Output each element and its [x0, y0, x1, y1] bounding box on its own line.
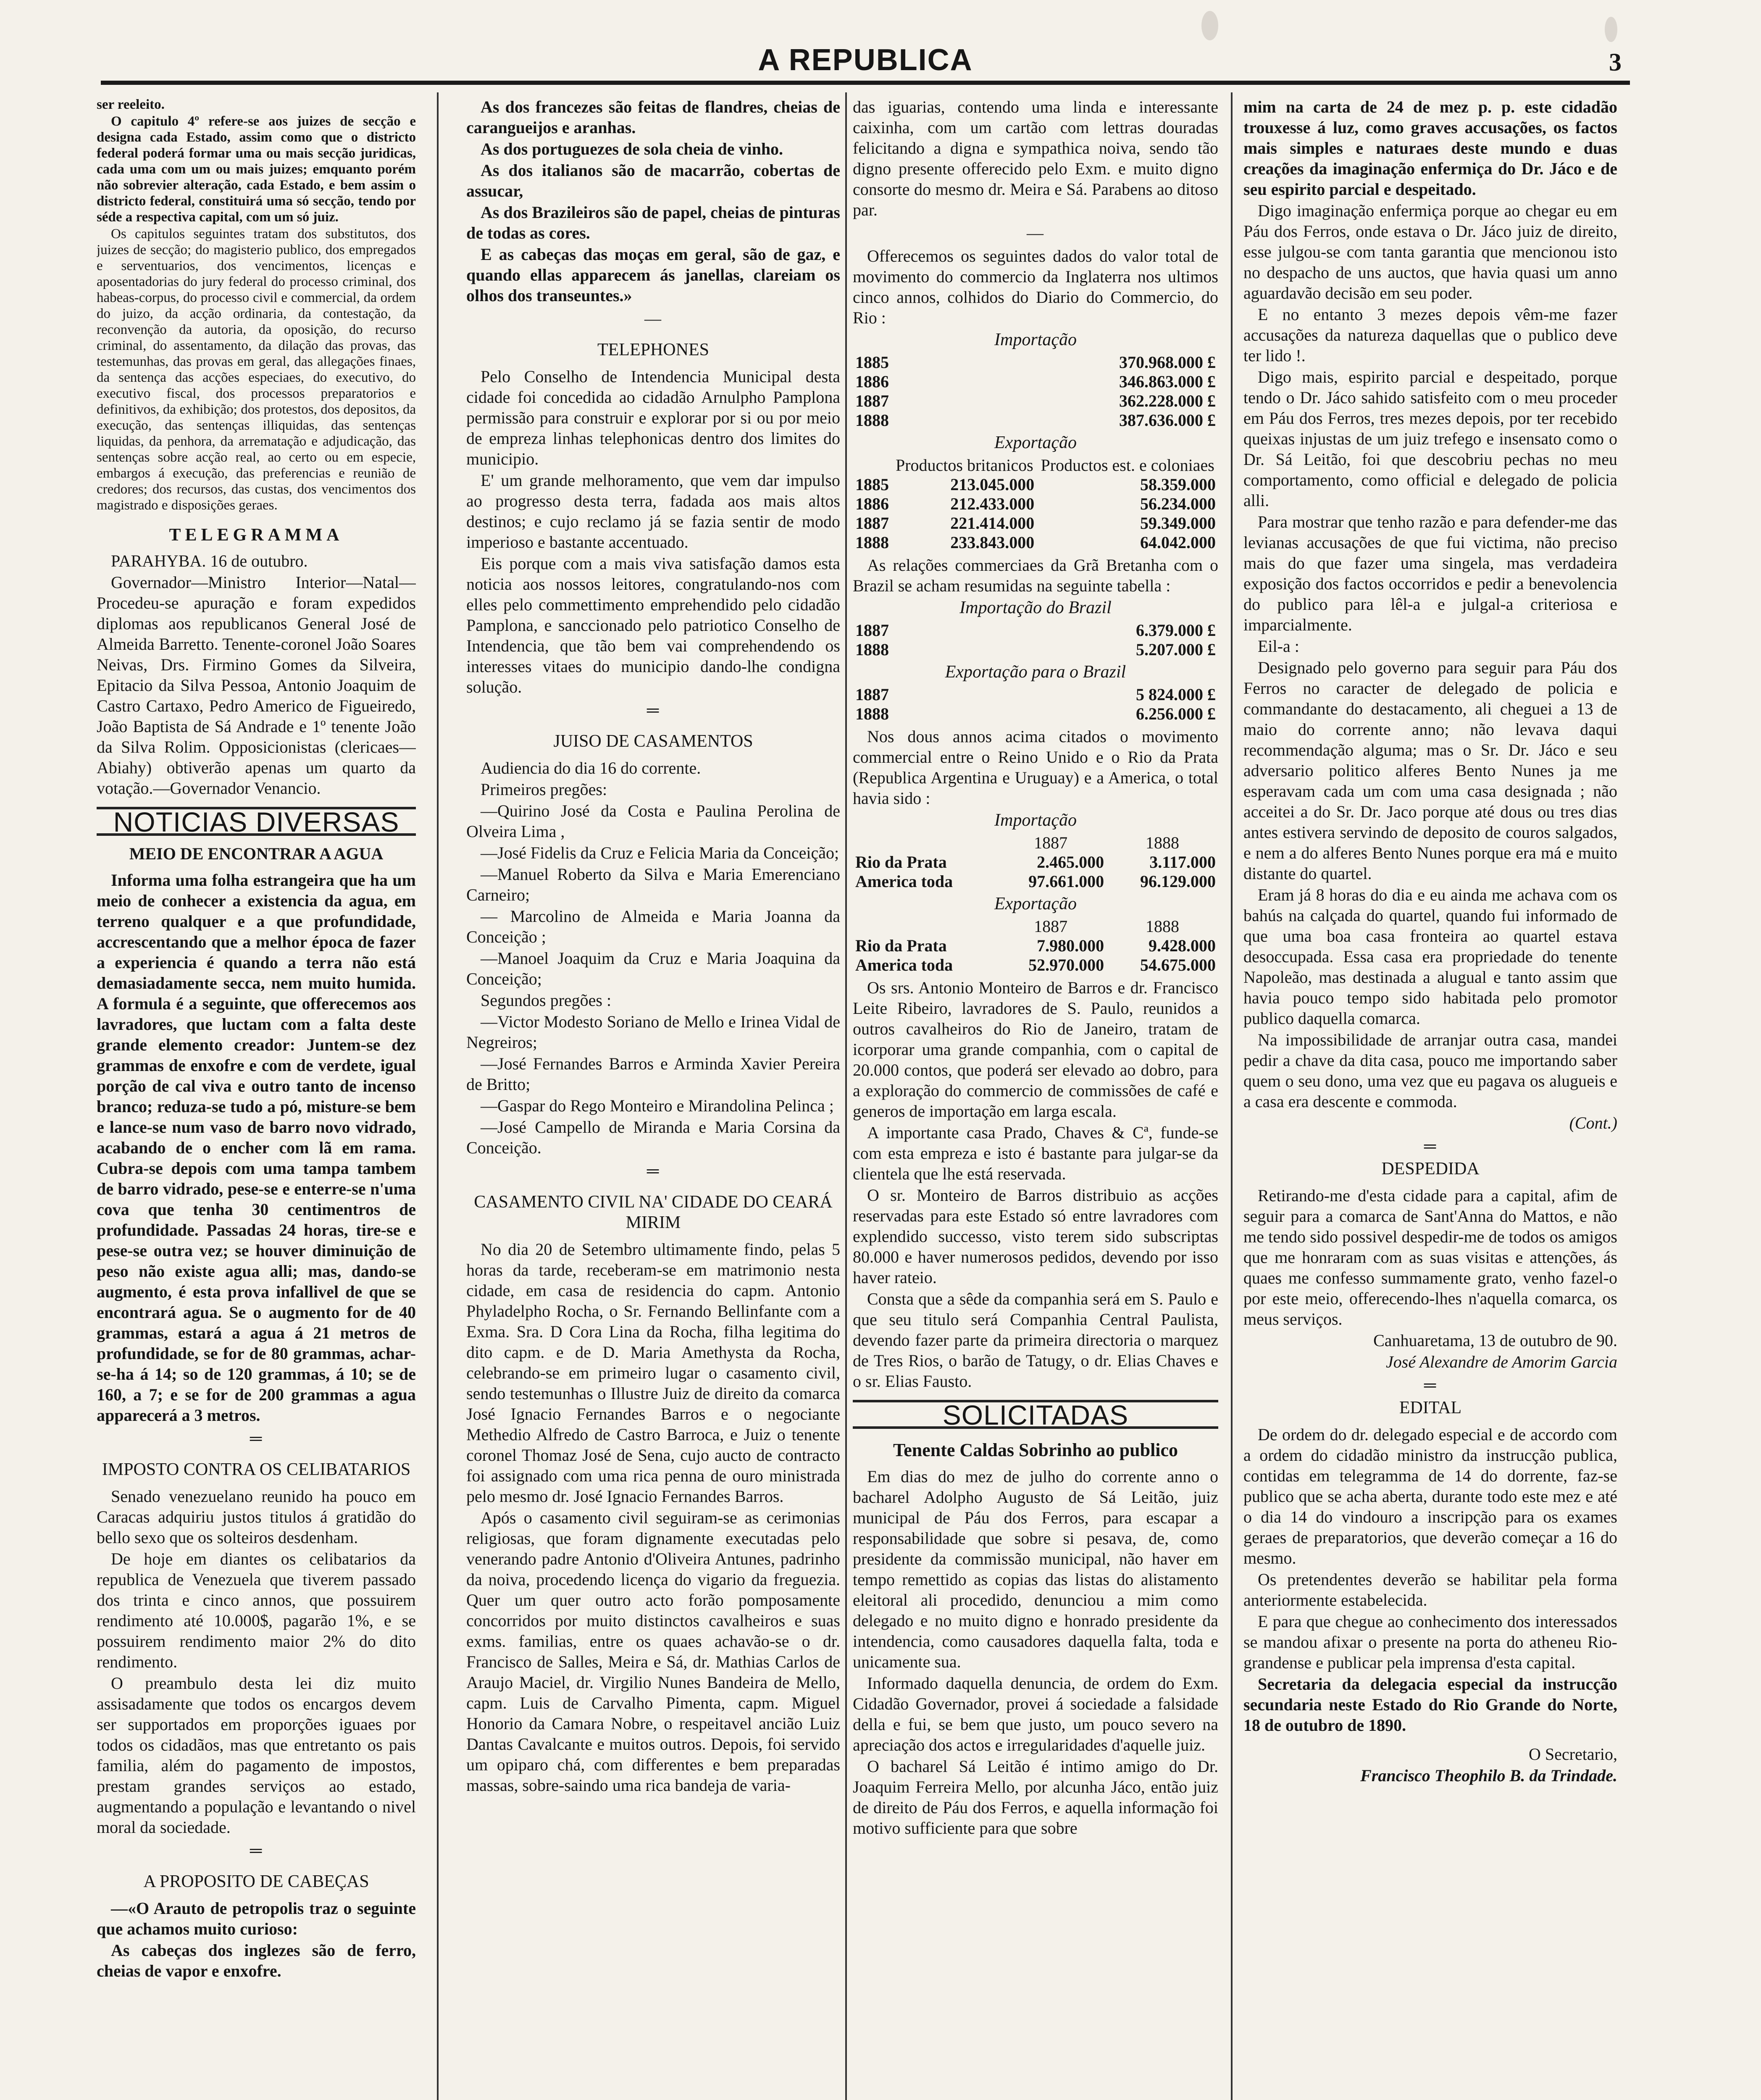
- table-row: [853, 872, 1218, 891]
- value-cell: 212.433.000: [950, 494, 1035, 513]
- prata-import-label: Importação: [994, 811, 1077, 830]
- year-header: 1888: [1146, 833, 1180, 852]
- value-cell: 370.968.000 £: [1119, 353, 1216, 372]
- export-brazil-table: [853, 685, 1218, 724]
- separator: ═: [250, 1429, 263, 1448]
- value-cell: 97.661.000: [1028, 872, 1104, 891]
- paragraph: O capitulo 4º refere-se aos juizes de secção e designa cada Estado, assim como que o districto federal poderá formar uma ou mais secção juridicas, cada uma com um ou mais juizes; emquanto porém não sobrevier alteração, cada Estado, e bem assim o districto federal, constituirá uma só secção, tendo por séde a respectiva capital, com um só juiz.: [97, 114, 416, 225]
- value-cell: 7.980.000: [1037, 936, 1104, 955]
- separator: ═: [647, 701, 660, 719]
- year-cell: 1887: [855, 621, 889, 640]
- paragraph: Digo mais, espirito parcial e despeitado, porque tendo o Dr. Jáco sahido satisfeito com o meu proceder em Páu dos Ferros, tres mezes depois, por ter recebido queixas injustas de um juiz trefego e insensato como o Dr. Sá Leitão, foi que descobriu pechas no meu comportamento, como official e delegado de policia alli.: [1243, 368, 1617, 510]
- paragraph: Designado pelo governo para seguir para Páu dos Ferros no caracter de delegado de policia e commandante do destacamento, ali cheguei a 13 de maio do corrente anno; não levava daqui recommendação alguma; mas o Sr. Dr. Jáco e seu adversario politico alferes Bento Nunes ja me esperavam cada um com uma casa designada ; não acceitei a do Sr. Dr. Jaco porque até dous ou tres dias antes estivera servindo de deposito de couros salgados, e nem a do alferes Bento Nunes porque era má e muito distante do quartel.: [1243, 658, 1617, 883]
- value-cell: 346.863.000 £: [1119, 372, 1216, 391]
- import-brazil-table: [853, 621, 1218, 659]
- agua-heading: MEIO DE ENCONTRAR A AGUA: [129, 844, 384, 863]
- paragraph: As dos Brazileiros são de papel, cheias de pinturas de todas as cores.: [466, 203, 840, 242]
- separator: ═: [1424, 1376, 1437, 1394]
- separator: —: [644, 309, 662, 328]
- table-row: [853, 956, 1218, 975]
- paragraph: Secretaria da delegacia especial da instrucção secundaria neste Estado do Rio Grande do Norte, 18 de outubro de 1890.: [1243, 1675, 1617, 1735]
- paragraph: Retirando-me d'esta cidade para a capital, afim de seguir para a comarca de Sant'Anna do Mattos, e não me tendo sido possivel despedir-me de todos os amigos que me honraram com as suas visitas e attenções, ás quaes me confesso summamente grato, venho fazel-o por este meio, offerecendo-lhes n'aquella comarca, os meus serviços.: [1243, 1186, 1617, 1328]
- paragraph: Na impossibilidade de arranjar outra casa, mandei pedir a chave da dita casa, pouco me importando saber quem o seu dono, uma vez que eu pagava os alugueis e a casa era descente e commoda.: [1243, 1030, 1617, 1111]
- tenente-heading: Tenente Caldas Sobrinho ao publico: [893, 1440, 1178, 1460]
- value-cell: 5.207.000 £: [1136, 640, 1216, 659]
- table-row: [853, 475, 1218, 494]
- solicitadas-heading: SOLICITADAS: [853, 1400, 1218, 1429]
- prata-import-table: [853, 833, 1218, 891]
- ink-blot: [1605, 17, 1617, 42]
- paragraph: Os pretendentes deverão se habilitar pela forma anteriormente estabelecida.: [1243, 1570, 1617, 1609]
- value-cell: 3.117.000: [1149, 853, 1216, 872]
- exportacao-label: Exportação: [994, 433, 1077, 452]
- value-cell: 387.636.000 £: [1119, 411, 1216, 430]
- paragraph: Eram já 8 horas do dia e eu ainda me achava com os bahús na calçada do quartel, quando fui informado de que uma boa casa fronteira ao quartel estava desoccupada. Essa casa era propriedade do tenente Napoleão, mas destinada a alugual e tanto assim que havia pouco tempo sido habitada pelo promotor publico daquella comarca.: [1243, 885, 1617, 1028]
- value-cell: 96.129.000: [1140, 872, 1216, 891]
- separator: ═: [250, 1841, 263, 1860]
- export-brazil-label: Exportação para o Brazil: [945, 662, 1126, 682]
- export-column-header: Productos britanicos: [895, 456, 1033, 475]
- signature: Francisco Theophilo B. da Trindade.: [1360, 1766, 1617, 1785]
- table-row: [853, 936, 1218, 956]
- despedida-heading: DESPEDIDA: [1381, 1159, 1480, 1179]
- paragraph: O sr. Monteiro de Barros distribuio as acções reservadas para este Estado só entre lavradores com explendido successo, visto terem sido subscriptas 80.000 e haver numerosos pedidos, devendo por isso haver rateio.: [853, 1186, 1218, 1287]
- value-cell: 9.428.000: [1149, 936, 1216, 955]
- paragraph: As dos portuguezes de sola cheia de vinho.: [481, 139, 783, 158]
- value-cell: 5 824.000 £: [1136, 685, 1216, 704]
- paragraph: Informado daquella denuncia, de ordem do Exm. Cidadão Governador, provei á sociedade a falsidade della e fui, se bem que justo, um pouco severo na apreciação dos actos e irregularidades d'aquelle juiz.: [853, 1674, 1218, 1754]
- paragraph: —«O Arauto de petropolis traz o seguinte que achamos muito curioso:: [97, 1899, 416, 1938]
- paragraph: As dos italianos são de macarrão, cobertas de assucar,: [466, 161, 840, 200]
- paragraph: As relações commerciaes da Grã Bretanha com o Brazil se acham resumidas na seguinte tabella :: [853, 556, 1218, 595]
- year-cell: 1888: [855, 533, 889, 552]
- value-cell: 59.349.000: [1140, 514, 1216, 533]
- column-4: [1243, 97, 1617, 2100]
- paragraph: Em dias do mez de julho do corrente anno o bacharel Adolpho Augusto de Sá Leitão, juiz municipal de Páu dos Ferros, para escapar a responsabilidade que sobre si pesava, de, como presidente da commissão municipal, não haver em tempo remettido as copias das listas do alistamento eleitoral ali procedido, denunciou a mim como delegado e no muito digno e honrado presidente da intendencia, como causadores daquella falta, toda e unicamente sua.: [853, 1467, 1218, 1671]
- paragraph: De hoje em diantes os celibatarios da republica de Venezuela que tiverem passado dos trinta e cinco annos, que possuirem rendimento até 10.000$, pagarão 1%, e se possuirem rendimento maior 2% do dito rendimento.: [97, 1549, 416, 1671]
- paragraph: Consta que a sêde da companhia será em S. Paulo e que seu titulo será Companhia Central Paulista, devendo fazer parte da primeira directoria o marquez de Tres Rios, o barão de Tatugy, o dr. Elias Chaves e o sr. Elias Fausto.: [853, 1289, 1218, 1391]
- column-1: [97, 97, 416, 2100]
- paragraph: E para que chegue ao conhecimento dos interessados se mandou afixar o presente na porta do atheneu Rio-grandense e publicar pela imprensa d'esta capital.: [1243, 1612, 1617, 1672]
- table-row: [853, 640, 1218, 659]
- page-number: 3: [1609, 48, 1622, 76]
- continuation-note: (Cont.): [1569, 1113, 1617, 1132]
- column-divider: [1231, 92, 1233, 2100]
- table-row: [853, 494, 1218, 514]
- value-cell: 52.970.000: [1028, 956, 1104, 974]
- cabecas-continued: [466, 97, 840, 306]
- year-cell: 1885: [855, 475, 889, 494]
- paragraph: E' um grande melhoramento, que vem dar impulso ao progresso desta terra, fadada aos mais altos destinos; e cujo reclamo já se fazia sentir de modo imperioso e bastante accentuado.: [466, 471, 840, 551]
- table-row: [853, 704, 1218, 724]
- year-header: 1888: [1146, 917, 1180, 936]
- separator: ═: [647, 1161, 660, 1180]
- paragraph: E as cabeças das moças em geral, são de gaz, e quando ellas apparecem ás janellas, clareiam os olhos dos transeuntes.»: [466, 245, 840, 305]
- paragraph: —José Fernandes Barros e Arminda Xavier Pereira de Britto;: [466, 1054, 840, 1094]
- table-row: [853, 533, 1218, 552]
- newspaper-title: A REPUBLICA: [758, 43, 973, 77]
- value-cell: 58.359.000: [1140, 475, 1216, 494]
- table-row: [853, 353, 1218, 372]
- dateline: PARAHYBA. 16 de outubro.: [111, 551, 308, 570]
- dateline: Canhuaretama, 13 de outubro de 90.: [1373, 1331, 1617, 1350]
- year-cell: 1886: [855, 372, 889, 391]
- year-cell: 1885: [855, 353, 889, 372]
- paragraph: As cabeças dos inglezes são de ferro, cheias de vapor e enxofre.: [97, 1941, 416, 1980]
- paragraph: A importante casa Prado, Chaves & Cª, funde-se com esta empreza e isto é bastante para julgar-se da clientela que lhe está reservada.: [853, 1123, 1218, 1183]
- table-row: [853, 621, 1218, 640]
- paragraph: Os capitulos seguintes tratam dos substitutos, dos juizes de secção; do magisterio publico, dos empregados e serventuarios, dos vencimentos, licenças e aposentadorias do jury federal do processo criminal, dos habeas-corpus, do processo civil e commercial, da ordem do juizo, da acção ordinaria, da contestação, da reconvenção da autoria, da oposição, do recurso criminal, do assentamento, da dilação das provas, das testemunhas, das provas em geral, das allegações finaes, da sentença das acções especiaes, do executivo, do executivo fiscal, dos processos preparatorios e definitivos, da exhibição; dos protestos, dos depositos, da execução, das sentenças illiquidas, das sentenças liquidas, da penhora, da arrematação e adjudicação, das sentenças sobre acção real, ao certo ou em especie, embargos á execução, das preferencias e reunião de credores; dos recursos, das custas, dos vencimentos dos magistrado e disposições geraes.: [97, 226, 416, 513]
- region-cell: America toda: [855, 872, 953, 891]
- telegramma-heading: TELEGRAMMA: [169, 525, 344, 545]
- value-cell: 362.228.000 £: [1119, 391, 1216, 410]
- paragraph: Os srs. Antonio Monteiro de Barros e dr. Francisco Leite Ribeiro, lavradores de S. Paulo, reunidos a outros cavalheiros do Rio de Janeiro, tratam de icorporar uma grande companhia, com o capital de 20.000 contos, que poderá ser elevado ao dobro, para a exploração do commercio de commissões de café e generos de importação em larga escala.: [853, 978, 1218, 1121]
- ink-blot: [1201, 11, 1218, 40]
- paragraph: mim na carta de 24 de mez p. p. este cidadão trouxesse á luz, como graves accusações, os factos mais simples e naturaes deste mundo e duas creações da imaginação enfermiça do Dr. Jáco e de seu espirito parcial e despeitado.: [1243, 97, 1617, 199]
- column-divider: [437, 92, 439, 2100]
- paragraph: O preambulo desta lei diz muito assisadamente que todos os encargos devem ser supportados em proporções iguaes por todos os cidadãos, mas que entretanto os pais familia, além do pagamento de impostos, prestam grandes serviços ao estado, augmentando a população e levantando o nivel moral da sociedade.: [97, 1674, 416, 1837]
- table-row: [853, 391, 1218, 411]
- paragraph: Offerecemos os seguintes dados do valor total de movimento do commercio da Inglaterra nos ultimos cinco annos, colhidos do Diario do Commercio, do Rio :: [853, 247, 1218, 327]
- value-cell: 213.045.000: [950, 475, 1035, 494]
- paragraph: —Manoel Joaquim da Cruz e Maria Joaquina da Conceição;: [466, 949, 840, 988]
- juiso-heading: JUISO DE CASAMENTOS: [553, 732, 753, 751]
- casamento-civil-heading: CASAMENTO CIVIL NA' CIDADE DO CEARÁ MIRIM: [474, 1192, 833, 1232]
- table-row: [853, 853, 1218, 872]
- paragraph: Digo imaginação enfermiça porque ao chegar eu em Páu dos Ferros, onde estava o Dr. Jáco juiz de direito, esse julgou-se com tanta garantia que mencionou isto no despacho de uns auctos, que havia quasi um anno aguardavão decisão em seu poder.: [1243, 201, 1617, 302]
- column-3: [853, 97, 1218, 2100]
- paragraph: Pelo Conselho de Intendencia Municipal desta cidade foi concedida ao cidadão Arnulpho Pamplona permissão para construir e explorar por si ou por meio de empreza linhas telephonicas dentro dos limites do municipio.: [466, 367, 840, 468]
- separator: ═: [1424, 1137, 1437, 1155]
- column-1-judicial-summary: [97, 97, 416, 225]
- signature-title: O Secretario,: [1528, 1745, 1617, 1764]
- year-cell: 1887: [855, 514, 889, 533]
- year-header: 1887: [1034, 833, 1068, 852]
- export-table: [853, 456, 1218, 552]
- paragraph: —Manuel Roberto da Silva e Maria Emerenciano Carneiro;: [466, 865, 840, 904]
- importacao-label: Importação: [994, 330, 1077, 349]
- paragraph: Após o casamento civil seguiram-se as cerimonias religiosas, que foram dignamente executadas pelo venerando padre Antonio d'Oliveira Antunes, padrinho da noiva, procedendo licença do vigario da freguezia. Quer um quer outro acto forão pomposamente concorridos por muito distinctos cavalheiros e suas exms. familias, entre os quaes achavão-se o dr. Francisco de Salles, Meira e Sá, dr. Mathias Carlos de Araujo Maciel, dr. Virgilio Nunes Bandeira de Mello, capm. Luis de Carvalho Pimenta, capm. Miguel Honorio da Camara Nobre, o respeitavel ancião Luiz Dantas Cavalcante e muitos outros. Depois, foi servido um opiparo chá, com differentes e bem preparadas massas, sobre-saindo uma rica bandeja de varia-: [466, 1508, 840, 1795]
- paragraph: De ordem do dr. delegado especial e de accordo com a ordem do cidadão ministro da instrucção publica, contidas em telegramma de 14 do dorrente, faz-se publico que se acha aberta, durante todo este mez e até o dia 14 do vindouro a inscripção para os exames geraes de preparatorios, que deverão começar a 16 do mesmo.: [1243, 1425, 1617, 1567]
- value-cell: 64.042.000: [1140, 533, 1216, 552]
- region-cell: Rio da Prata: [855, 936, 947, 955]
- value-cell: 221.414.000: [950, 514, 1035, 533]
- cabecas-heading: A PROPOSITO DE CABEÇAS: [143, 1872, 369, 1891]
- paragraph: Primeiros pregões:: [481, 780, 607, 799]
- paragraph: Para mostrar que tenho razão e para defender-me das levianas accusações de que fui victima, não preciso mais do que fazer uma singela, mas verdadeira exposição dos factos occorridos e pedir a benevolencia do publico para lêl-a e julgal-a criteriosa e imparcialmente.: [1243, 512, 1617, 634]
- table-row: [853, 411, 1218, 430]
- imposto-heading: IMPOSTO CONTRA OS CELIBATARIOS: [102, 1460, 411, 1479]
- paragraph: O bacharel Sá Leitão é intimo amigo do Dr. Joaquim Ferreira Mello, por alcunha Jáco, então juiz de direito de Páu dos Ferros, e aquella informação foi motivo sufficiente para que sobre: [853, 1757, 1218, 1838]
- prata-export-label: Exportação: [994, 894, 1077, 914]
- paragraph: —José Campello de Miranda e Maria Corsina da Conceição.: [466, 1118, 840, 1157]
- paragraph: No dia 20 de Setembro ultimamente findo, pelas 5 horas da tarde, receberam-se em matrimonio nesta cidade, em casa de residencia do capm. Antonio Phyladelpho Rocha, o Sr. Fernando Bellinfante com a Exma. Sra. D Cora Lina da Rocha, filha legitima do dito capm. e de D. Maria Amethysta da Rocha, celebrando-se em primeiro lugar o casamento civil, sendo testemunhas o Illustre Juiz de direito da comarca José Ignacio Fernandes Barros e o negociante Methedio Alfredo de Castro Barroca, e Juiz o tenente coronel Thomaz José de Sena, cujo aucto de contracto foi assignado com uma rica penna de ouro ministrada pelo mesmo dr. José Ignacio Fernandes Barros.: [466, 1240, 840, 1506]
- paragraph: Informa uma folha estrangeira que ha um meio de conhecer a existencia da agua, em terreno qualquer e a que profundidade, accrescentando que a melhor época de fazer a experiencia é quando a terra não está demasiadamente secca, nem muito humida. A formula é a seguinte, que offerecemos aos lavradores, que luctam com a falta deste grande elemento creador: Juntem-se dez grammas de enxofre e com de verdete, igual porção de cal viva e outro tanto de incenso branco; reduza-se tudo a pó, misture-se bem e lance-se num vaso de barro novo vidrado, acabando de o encher com lã em rama. Cubra-se depois com uma tampa tambem de barro vidrado, pese-se e enterre-se n'uma cova que tenha 30 centimentros de profundidade. Passadas 24 horas, tire-se e pese-se outra vez; se houver diminuição de peso não existe agua alli; mas, dando-se augmento, é esta prova infallivel de que se encontrará agua. Se o augmento for de 40 grammas, estará a agua á 21 metros de profundidade, se for de 80 grammas, achar-se-ha á 14; so de 120 grammas, á 10; se de 160, a 7; e se for de 200 grammas a agua apparecerá a 3 metros.: [97, 871, 416, 1425]
- year-cell: 1886: [855, 494, 889, 513]
- noticias-heading: NOTICIAS DIVERSAS: [97, 807, 416, 836]
- table-row: [853, 514, 1218, 533]
- paragraph: E no entanto 3 mezes depois vêm-me fazer accusações da natureza daquellas que o publico deve ter lido !.: [1243, 305, 1617, 365]
- year-header: 1887: [1034, 917, 1068, 936]
- column-2: [466, 97, 840, 2100]
- telephones-heading: TELEPHONES: [597, 340, 709, 360]
- paragraph: As dos francezes são feitas de flandres, cheias de carangueijos e aranhas.: [466, 97, 840, 137]
- year-cell: 1888: [855, 411, 889, 430]
- region-cell: Rio da Prata: [855, 853, 947, 872]
- paragraph: —Victor Modesto Soriano de Mello e Irinea Vidal de Negreiros;: [466, 1012, 840, 1052]
- region-cell: America toda: [855, 956, 953, 974]
- import-brazil-label: Importação do Brazil: [959, 598, 1112, 617]
- paragraph: —José Fidelis da Cruz e Felicia Maria da Conceição;: [481, 843, 839, 862]
- value-cell: 6.379.000 £: [1136, 621, 1216, 640]
- paragraph: Senado venezuelano reunido ha pouco em Caracas adquiriu justos titulos á gratidão do bello sexo que os solteiros desdenham.: [97, 1487, 416, 1547]
- year-cell: 1888: [855, 704, 889, 723]
- import-table: [853, 353, 1218, 430]
- value-cell: 6.256.000 £: [1136, 704, 1216, 723]
- paragraph: Governador—Ministro Interior—Natal—Procedeu-se apuração e foram expedidos diplomas aos republicanos General José de Almeida Barretto. Tenente-coronel João Soares Neivas, Drs. Firmino Gomes da Silveira, Epitacio da Silva Pessoa, Antonio Joaquim de Castro Cartaxo, Pedro Americo de Figueiredo, João Baptista de Sá Andrade e 1º tenente João da Silva Rolim. Opposicionistas (clericaes— Abiahy) obtiverão apenas um quarto da votação.—Governador Venancio.: [97, 573, 416, 798]
- paragraph: —Gaspar do Rego Monteiro e Mirandolina Pelinca ;: [481, 1096, 834, 1115]
- year-cell: 1887: [855, 391, 889, 410]
- export-column-header: Productos est. e coloniaes: [1041, 456, 1214, 475]
- paragraph: Segundos pregões :: [481, 991, 612, 1010]
- signature: José Alexandre de Amorim Garcia: [1386, 1352, 1617, 1371]
- separator: —: [1027, 223, 1044, 242]
- paragraph: — Marcolino de Almeida e Maria Joanna da Conceição ;: [466, 907, 840, 946]
- value-cell: 56.234.000: [1140, 494, 1216, 513]
- value-cell: 2.465.000: [1037, 853, 1104, 872]
- paragraph: Eil-a :: [1258, 637, 1299, 656]
- column-divider: [845, 92, 847, 2100]
- paragraph: Audiencia do dia 16 do corrente.: [481, 759, 701, 777]
- value-cell: 54.675.000: [1140, 956, 1216, 974]
- paragraph: Nos dous annos acima citados o movimento commercial entre o Reino Unido e o Rio da Prata (Republica Argentina e Uruguay) e a America, o total havia sido :: [853, 727, 1218, 808]
- column-1-chapters: [97, 226, 416, 513]
- paragraph: —Quirino José da Costa e Paulina Perolina de Olveira Lima ,: [466, 801, 840, 841]
- edital-heading: EDITAL: [1399, 1398, 1462, 1418]
- prata-export-table: [853, 917, 1218, 975]
- paragraph: Eis porque com a mais viva satisfação damos esta noticia aos nossos leitores, congratulando-nos com elles pelo commettimento emprehendido pelo cidadão Pamplona, e sanccionado pelo patriotico Conselho de Intendencia, que tão bem vai comprehendendo os interesses vitaes do municipio dando-lhe condigna solução.: [466, 554, 840, 696]
- paragraph: ser reeleito.: [97, 97, 165, 112]
- value-cell: 233.843.000: [950, 533, 1035, 552]
- year-cell: 1887: [855, 685, 889, 704]
- masthead: [101, 40, 1630, 81]
- paragraph: das iguarias, contendo uma linda e interessante caixinha, com um cartão com lettras douradas felicitando a digna e sympathica noiva, sendo tão digno presente offerecido pelo Exm. e muito digno consorte do mesmo dr. Meira e Sá. Parabens ao ditoso par.: [853, 97, 1218, 219]
- table-row: [853, 685, 1218, 704]
- table-row: [853, 372, 1218, 391]
- masthead-rule: [101, 81, 1630, 85]
- year-cell: 1888: [855, 640, 889, 659]
